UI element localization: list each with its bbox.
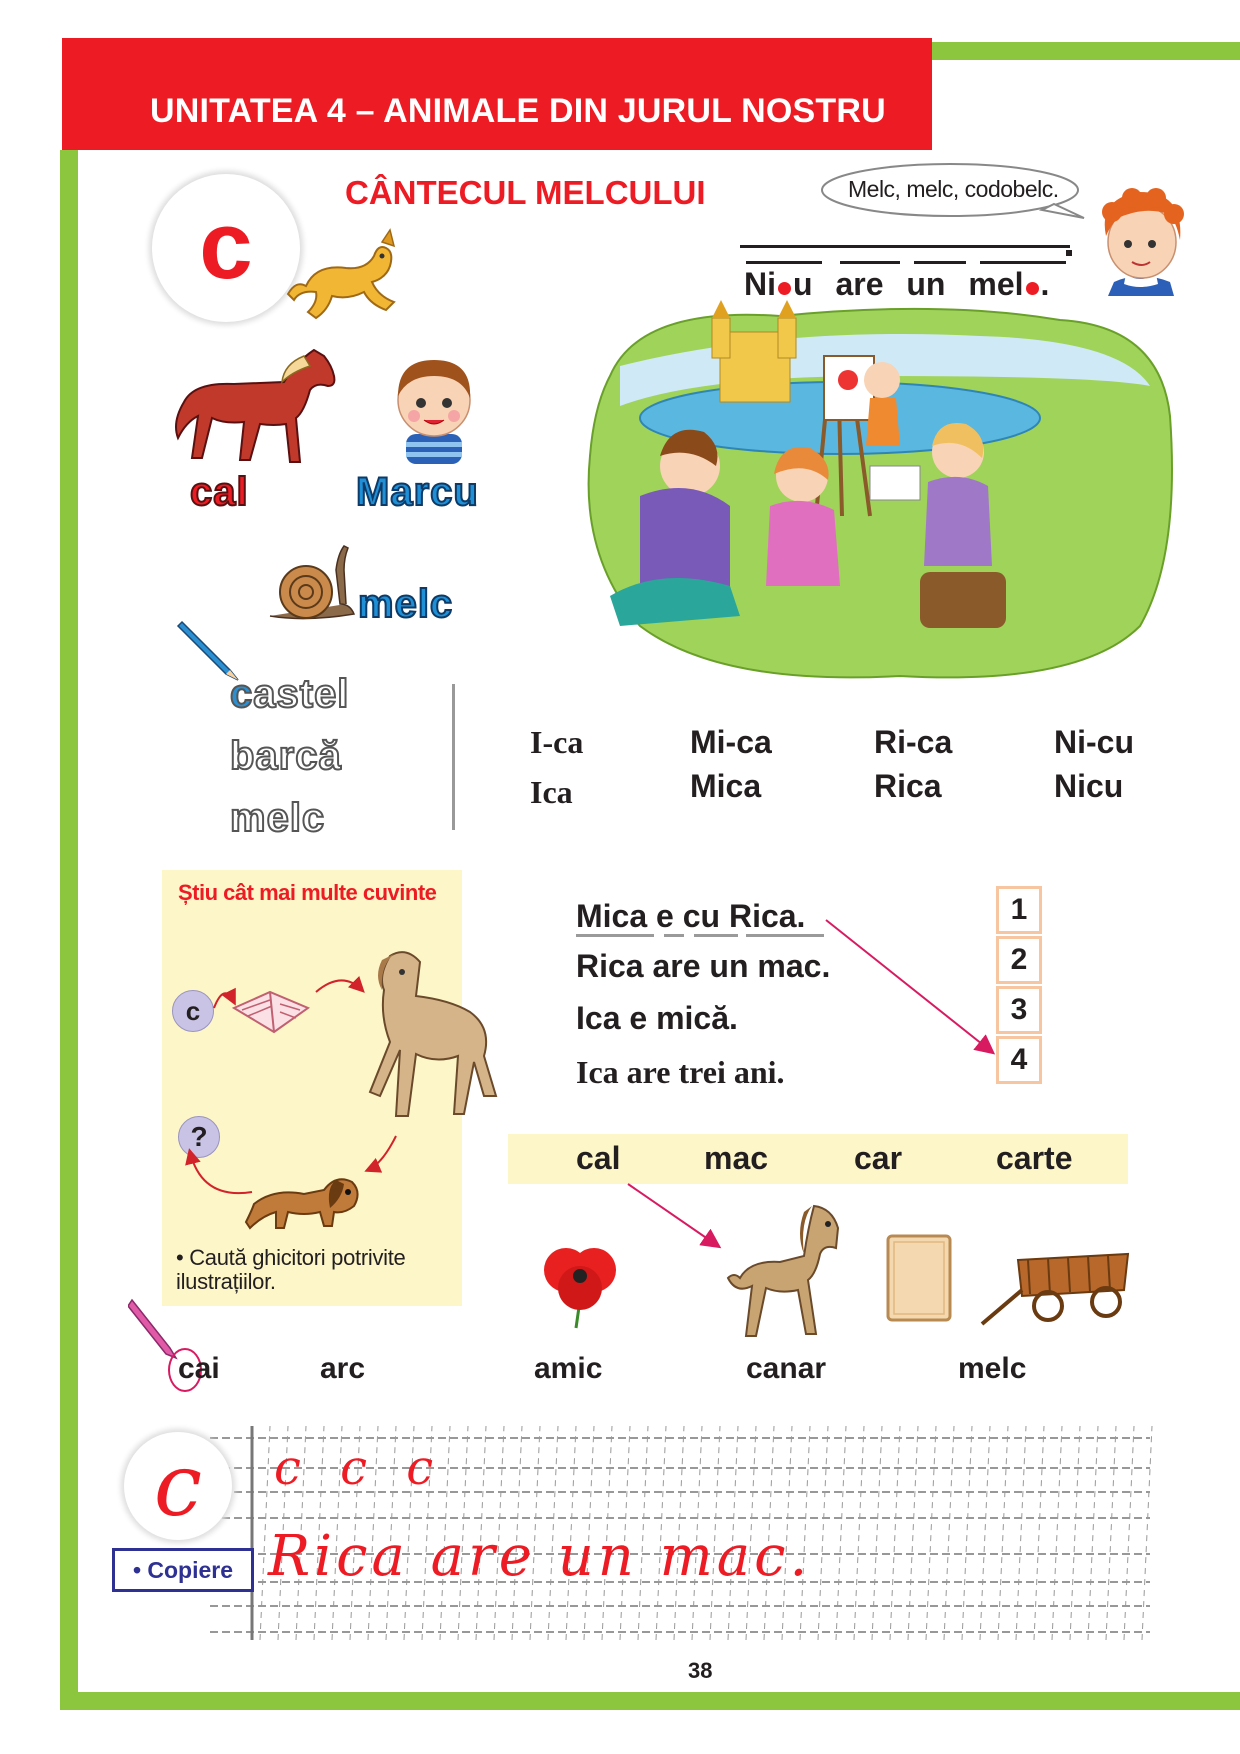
scheme-line-word1 bbox=[746, 261, 822, 264]
scheme-line-word4 bbox=[980, 261, 1066, 264]
word-cal: cal bbox=[190, 470, 249, 514]
lesson-title: CÂNTECUL MELCULUI bbox=[345, 174, 706, 211]
slant-guide bbox=[944, 1426, 954, 1640]
slant-guide bbox=[1070, 1426, 1080, 1640]
slant-guide bbox=[1124, 1426, 1134, 1640]
match-word: cal bbox=[576, 1140, 621, 1176]
riddle-start-letter: c bbox=[172, 990, 214, 1032]
scheme-line-sentence bbox=[740, 245, 1070, 248]
tracing-rest: astel bbox=[253, 672, 350, 716]
syllable-split: Mi-ca bbox=[690, 724, 772, 760]
tracing-word-castel bbox=[230, 672, 349, 717]
match-word: car bbox=[854, 1140, 903, 1176]
match-arrow-word bbox=[620, 1176, 730, 1266]
slant-guide bbox=[836, 1426, 846, 1640]
scheme-dot bbox=[1066, 250, 1072, 256]
syllable-word: Mica bbox=[690, 768, 762, 804]
riddle-title: Știu cât mai multe cuvinte bbox=[178, 880, 437, 905]
underline bbox=[576, 934, 654, 937]
cursive-line-2: Rica are un mac. bbox=[268, 1524, 812, 1589]
syllable-split: Ni-cu bbox=[1054, 724, 1134, 760]
sentence: Ica e mică. bbox=[576, 1000, 738, 1036]
page-frame-left bbox=[60, 150, 78, 1710]
riddle-arrows bbox=[162, 960, 482, 1200]
scheme-end: . bbox=[1040, 266, 1050, 302]
book-closed-icon bbox=[884, 1232, 956, 1324]
slant-guide bbox=[926, 1426, 936, 1640]
slant-guide bbox=[908, 1426, 918, 1640]
word-marcu: Marcu bbox=[356, 470, 479, 514]
horse-icon bbox=[720, 1198, 852, 1344]
number-box: 4 bbox=[996, 1036, 1042, 1084]
underline bbox=[746, 934, 824, 937]
number-box: 1 bbox=[996, 886, 1042, 934]
missing-letter-dot bbox=[1026, 282, 1039, 295]
slant-guide bbox=[1016, 1426, 1026, 1640]
question-badge: ? bbox=[178, 1116, 220, 1158]
match-arrow-sentence bbox=[820, 910, 1000, 1060]
sentence: Rica are un mac. bbox=[576, 948, 831, 984]
cursive-line-1: c c c bbox=[274, 1440, 446, 1496]
slant-guide bbox=[1052, 1426, 1062, 1640]
number-box: 3 bbox=[996, 986, 1042, 1034]
letter-medallion bbox=[152, 174, 300, 322]
missing-letter-dot bbox=[778, 282, 791, 295]
scheme-word3: un bbox=[906, 266, 946, 302]
slant-guide bbox=[818, 1426, 828, 1640]
cursive-model-letter: c bbox=[153, 1436, 203, 1536]
sentence: Mica e cu Rica. bbox=[576, 898, 806, 934]
slant-guide bbox=[962, 1426, 972, 1640]
scheme-word1-end: u bbox=[793, 266, 813, 302]
snail-icon bbox=[266, 540, 362, 624]
slant-guide bbox=[854, 1426, 864, 1640]
find-word: cai bbox=[178, 1352, 220, 1385]
cart-icon bbox=[978, 1240, 1140, 1330]
scheme-line-word2 bbox=[840, 261, 900, 264]
copy-label: • Copiere bbox=[112, 1548, 254, 1592]
dog-illustration bbox=[286, 226, 406, 326]
slant-guide bbox=[980, 1426, 990, 1640]
riddle-note: • Caută ghicitori potrivite ilustrațiilor. bbox=[176, 1245, 406, 1294]
horse-icon bbox=[164, 342, 340, 472]
page-frame-top bbox=[930, 42, 1240, 60]
slant-guide bbox=[872, 1426, 882, 1640]
unit-title: UNITATEA 4 – ANIMALE DIN JURUL NOSTRU bbox=[150, 92, 886, 130]
syllable-word: Ica bbox=[530, 774, 573, 810]
page-number: 38 bbox=[688, 1658, 713, 1683]
tracing-word-melc: melc bbox=[230, 796, 326, 840]
boy-avatar bbox=[384, 348, 484, 464]
slant-guide bbox=[1088, 1426, 1098, 1640]
slant-guide bbox=[1034, 1426, 1044, 1640]
slant-guide bbox=[998, 1426, 1008, 1640]
match-word: mac bbox=[704, 1140, 769, 1176]
syllable-word: Nicu bbox=[1054, 768, 1124, 804]
syllable-split: I-ca bbox=[530, 724, 584, 760]
find-word: melc bbox=[958, 1352, 1027, 1385]
tracing-word-barca: barcă bbox=[230, 734, 342, 778]
poppy-icon bbox=[532, 1240, 628, 1330]
traced-letter: c bbox=[230, 672, 254, 716]
syllable-split: Ri-ca bbox=[874, 724, 953, 760]
syllable-word: Rica bbox=[874, 768, 942, 804]
vertical-divider bbox=[452, 684, 455, 830]
scheme-word2: are bbox=[835, 266, 884, 302]
scheme-word1-start: Ni bbox=[744, 266, 776, 302]
find-word: arc bbox=[320, 1352, 366, 1385]
cursive-model-medallion bbox=[124, 1432, 232, 1540]
word-melc: melc bbox=[358, 582, 454, 626]
boy-speaker-icon bbox=[1088, 184, 1194, 296]
park-scene-illustration bbox=[580, 296, 1180, 686]
match-word: carte bbox=[996, 1140, 1073, 1176]
page-frame-bottom bbox=[60, 1692, 1240, 1710]
underline bbox=[694, 934, 738, 937]
big-letter: c bbox=[199, 192, 253, 299]
underline bbox=[664, 934, 684, 937]
speech-text: Melc, melc, codobelc. bbox=[848, 176, 1059, 202]
number-box: 2 bbox=[996, 936, 1042, 984]
sentence: Ica are trei ani. bbox=[576, 1054, 785, 1090]
slant-guide bbox=[1106, 1426, 1116, 1640]
scheme-word4: mel bbox=[968, 266, 1024, 302]
slant-guide bbox=[1142, 1426, 1152, 1640]
find-word: canar bbox=[746, 1352, 827, 1385]
slant-guide bbox=[890, 1426, 900, 1640]
find-word: amic bbox=[534, 1352, 603, 1385]
scheme-line-word3 bbox=[914, 261, 966, 264]
